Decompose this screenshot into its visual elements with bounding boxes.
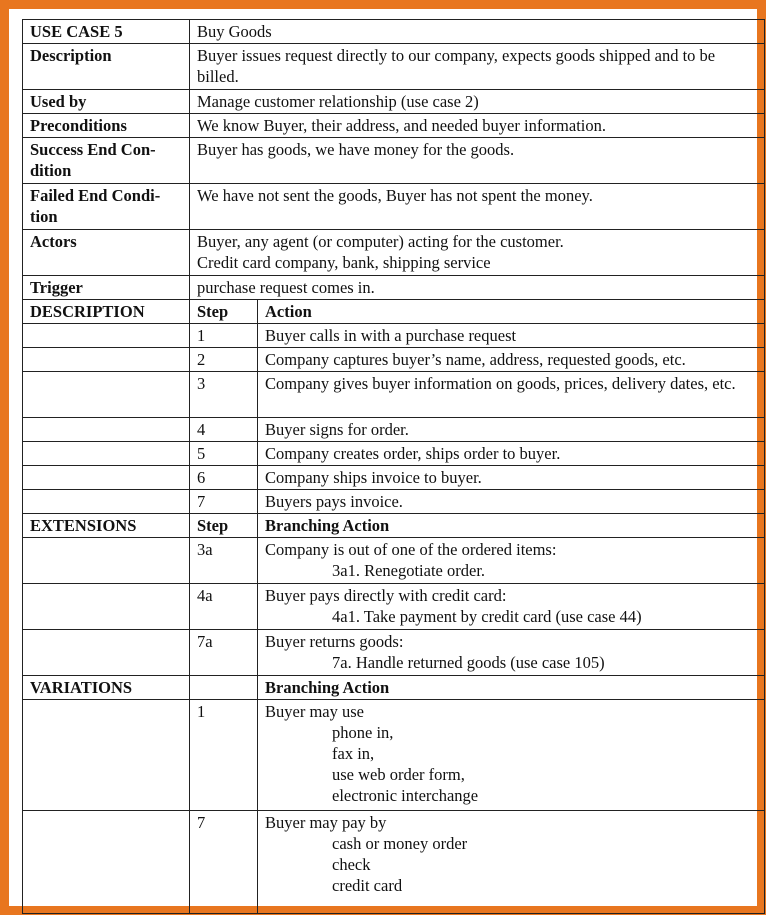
- step-number: 1: [190, 700, 258, 811]
- step-number: 1: [190, 324, 258, 348]
- sub-action-text: 4a1. Take payment by credit card (use case 44): [332, 607, 642, 626]
- preconditions-label: Preconditions: [23, 114, 190, 138]
- sub-action-text: 7a. Handle returned goods (use case 105): [332, 653, 605, 672]
- trigger-value: purchase request comes in.: [190, 276, 765, 300]
- step-number: 3a: [190, 538, 258, 584]
- sub-action-text: phone in,: [332, 723, 394, 742]
- action-text: Company is out of one of the ordered items:: [265, 540, 557, 559]
- step-column-header: Step: [190, 514, 258, 538]
- sub-action-text: use web order form,: [332, 765, 465, 784]
- branching-action: [258, 630, 765, 676]
- step-number: 5: [190, 442, 258, 466]
- action-text: Buyer pays directly with credit card:: [265, 586, 507, 605]
- header-row: [23, 20, 765, 44]
- sub-action-text: cash or money order: [332, 834, 468, 853]
- step-action: Company ships invoice to buyer.: [258, 466, 765, 490]
- description-row: [23, 44, 765, 90]
- success-end-condition-value: Buyer has goods, we have money for the goods.: [190, 138, 765, 184]
- use-case-title: Buy Goods: [190, 20, 765, 44]
- used-by-row: [23, 90, 765, 114]
- table-row: [23, 442, 765, 466]
- description-section-label: DESCRIPTION: [23, 300, 190, 324]
- branching-action: [258, 700, 765, 811]
- actors-label: Actors: [23, 230, 190, 276]
- sub-action-text: electronic interchange: [332, 786, 479, 805]
- actors-line: Buyer, any agent (or computer) acting for the customer.: [197, 232, 564, 251]
- success-end-condition-row: [23, 138, 765, 184]
- table-row: [23, 372, 765, 418]
- step-number: 6: [190, 466, 258, 490]
- table-row: [23, 811, 765, 914]
- used-by-label: Used by: [23, 90, 190, 114]
- table-row: [23, 630, 765, 676]
- branching-action: [258, 538, 765, 584]
- step-action: Buyers pays invoice.: [258, 490, 765, 514]
- branching-action: [258, 811, 765, 914]
- failed-end-condition-row: [23, 184, 765, 230]
- step-number: 3: [190, 372, 258, 418]
- branching-action-column-header: Branching Action: [258, 514, 765, 538]
- used-by-value: Manage customer relationship (use case 2): [190, 90, 765, 114]
- extensions-header-row: [23, 514, 765, 538]
- step-number: 7: [190, 490, 258, 514]
- sub-action-text: check: [332, 855, 371, 874]
- step-action: Buyer calls in with a purchase request: [258, 324, 765, 348]
- step-action: Company captures buyer’s name, address, requested goods, etc.: [258, 348, 765, 372]
- description-header-row: [23, 300, 765, 324]
- table-row: [23, 324, 765, 348]
- step-number: 7a: [190, 630, 258, 676]
- table-row: [23, 538, 765, 584]
- extensions-section-label: EXTENSIONS: [23, 514, 190, 538]
- trigger-row: [23, 276, 765, 300]
- actors-value: [190, 230, 765, 276]
- step-column-header: Step: [190, 300, 258, 324]
- sub-action-text: 3a1. Renegotiate order.: [332, 561, 486, 580]
- use-case-number: USE CASE 5: [23, 20, 190, 44]
- variations-header-row: [23, 676, 765, 700]
- step-number: 4a: [190, 584, 258, 630]
- step-action: Buyer signs for order.: [258, 418, 765, 442]
- step-action: Company creates order, ships order to buyer.: [258, 442, 765, 466]
- action-column-header: Action: [258, 300, 765, 324]
- actors-line: Credit card company, bank, shipping service: [197, 253, 491, 272]
- step-number: 2: [190, 348, 258, 372]
- table-row: [23, 348, 765, 372]
- sub-action-text: credit card: [332, 876, 403, 895]
- table-row: [23, 584, 765, 630]
- use-case-table: [22, 19, 765, 914]
- table-row: [23, 418, 765, 442]
- table-row: [23, 700, 765, 811]
- description-label: Description: [23, 44, 190, 90]
- failed-end-condition-label: Failed End Condi-tion: [23, 184, 190, 230]
- branching-action: [258, 584, 765, 630]
- table-row: [23, 490, 765, 514]
- action-text: Buyer may pay by: [265, 813, 387, 832]
- action-text: Buyer returns goods:: [265, 632, 404, 651]
- preconditions-row: [23, 114, 765, 138]
- action-text: Buyer may use: [265, 702, 364, 721]
- actors-row: [23, 230, 765, 276]
- success-end-condition-label: Success End Con-dition: [23, 138, 190, 184]
- table-row: [23, 466, 765, 490]
- trigger-label: Trigger: [23, 276, 190, 300]
- step-action: Company gives buyer information on goods, prices, delivery dates, etc.: [258, 372, 765, 418]
- preconditions-value: We know Buyer, their address, and needed buyer information.: [190, 114, 765, 138]
- step-number: 7: [190, 811, 258, 914]
- step-number: 4: [190, 418, 258, 442]
- variations-section-label: VARIATIONS: [23, 676, 190, 700]
- branching-action-column-header: Branching Action: [258, 676, 765, 700]
- failed-end-condition-value: We have not sent the goods, Buyer has not spent the money.: [190, 184, 765, 230]
- sub-action-text: fax in,: [332, 744, 375, 763]
- description-value: Buyer issues request directly to our company, expects goods shipped and to be billed.: [190, 44, 765, 90]
